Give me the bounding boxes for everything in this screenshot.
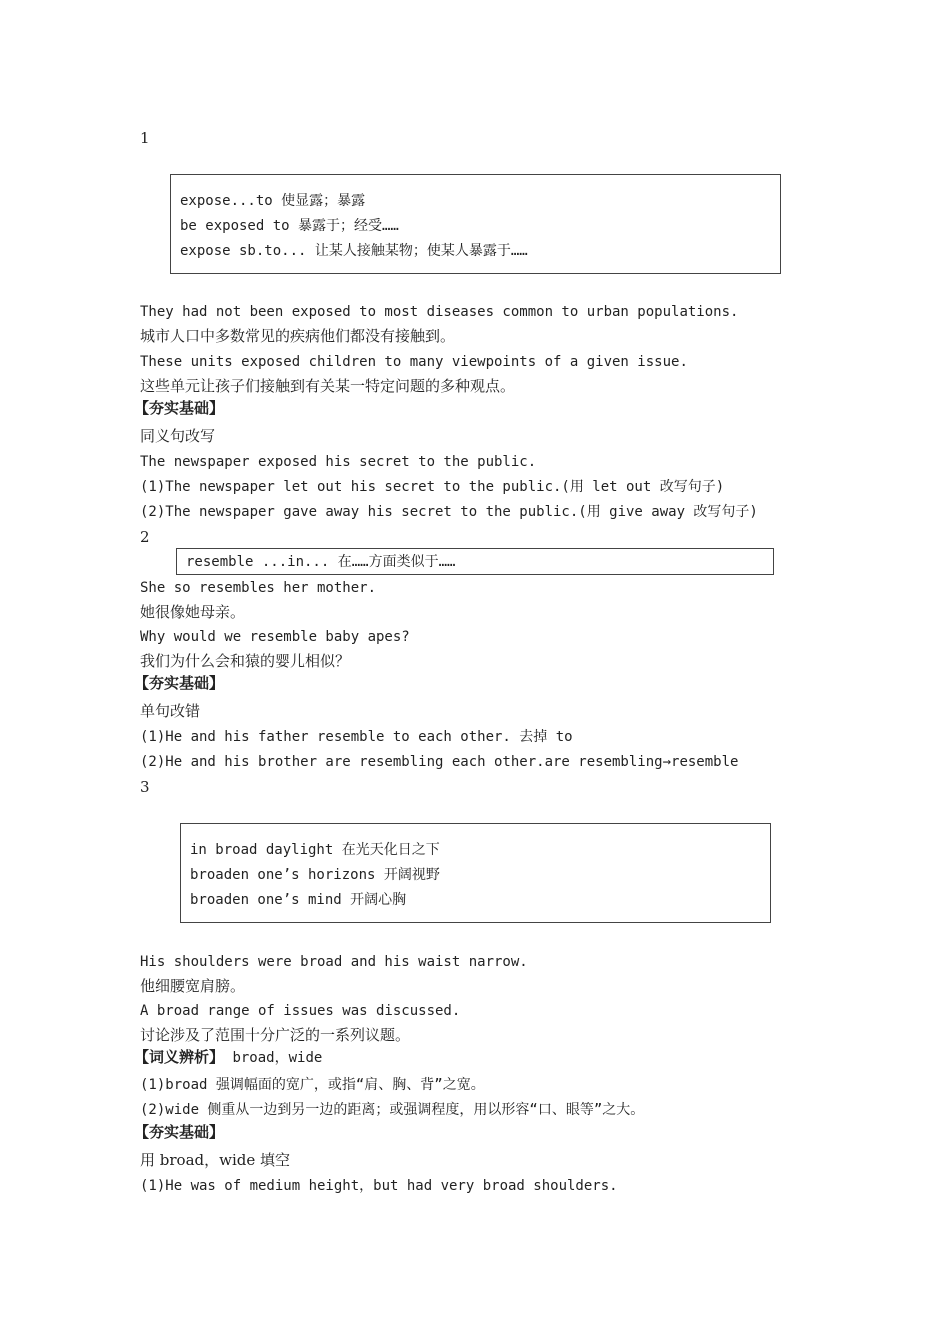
example-sentence: His shoulders were broad and his waist narrow. — [140, 954, 528, 970]
phrase-line: be exposed to 暴露于；经受…… — [180, 218, 399, 234]
practice-line: (2)He and his brother are resembling each other.are resembling→resemble — [140, 754, 739, 770]
practice-tag: 【夯实基础】 — [134, 399, 225, 417]
example-sentence: They had not been exposed to most diseases common to urban populations. — [140, 304, 739, 320]
practice-line: (2)The newspaper gave away his secret to the public.(用 give away 改写句子) — [140, 504, 758, 520]
example-sentence: Why would we resemble baby apes? — [140, 629, 410, 645]
analysis-tag: 【词义辨析】 — [134, 1048, 225, 1066]
section-number: 2 — [140, 528, 150, 546]
section-number: 1 — [140, 129, 150, 147]
practice-line: (1)He and his father resemble to each other. 去掉 to — [140, 729, 573, 745]
phrase-line: resemble ...in... 在……方面类似于…… — [186, 554, 456, 570]
example-translation: 城市人口中多数常见的疾病他们都没有接触到。 — [140, 327, 456, 345]
phrase-line: expose sb.to... 让某人接触某物；使某人暴露于…… — [180, 243, 528, 259]
example-sentence: A broad range of issues was discussed. — [140, 1003, 461, 1019]
phrase-line: in broad daylight 在光天化日之下 — [190, 842, 440, 858]
practice-title: 同义句改写 — [140, 427, 216, 445]
phrase-box — [180, 823, 771, 923]
section-number: 3 — [140, 778, 150, 796]
example-sentence: She so resembles her mother. — [140, 580, 377, 596]
example-translation: 他细腰宽肩膀。 — [140, 977, 246, 995]
practice-line: (1)He was of medium height，but had very broad shoulders. — [140, 1178, 618, 1194]
phrase-line: expose...to 使显露；暴露 — [180, 193, 366, 209]
practice-line: The newspaper exposed his secret to the public. — [140, 454, 537, 470]
phrase-box — [176, 548, 774, 575]
practice-title: 单句改错 — [140, 702, 201, 720]
analysis-heading — [134, 1047, 322, 1068]
example-translation: 我们为什么会和猿的婴儿相似？ — [140, 652, 351, 670]
phrase-box — [170, 174, 781, 274]
practice-tag: 【夯实基础】 — [134, 1123, 225, 1141]
example-translation: 这些单元让孩子们接触到有关某一特定问题的多种观点。 — [140, 377, 516, 395]
example-translation: 讨论涉及了范围十分广泛的一系列议题。 — [140, 1026, 411, 1044]
example-translation: 她很像她母亲。 — [140, 603, 246, 621]
phrase-line: broaden one’s mind 开阔心胸 — [190, 892, 407, 908]
example-sentence: These units exposed children to many viewpoints of a given issue. — [140, 354, 688, 370]
analysis-line: (1)broad 强调幅面的宽广，或指“肩、胸、背”之宽。 — [140, 1077, 485, 1093]
analysis-words: broad，wide — [224, 1050, 323, 1066]
practice-title: 用 broad，wide 填空 — [140, 1151, 291, 1169]
phrase-line: broaden one’s horizons 开阔视野 — [190, 867, 440, 883]
practice-line: (1)The newspaper let out his secret to the public.(用 let out 改写句子) — [140, 479, 725, 495]
analysis-line: (2)wide 侧重从一边到另一边的距离；或强调程度，用以形容“口、眼等”之大。 — [140, 1102, 645, 1118]
practice-tag: 【夯实基础】 — [134, 674, 225, 692]
